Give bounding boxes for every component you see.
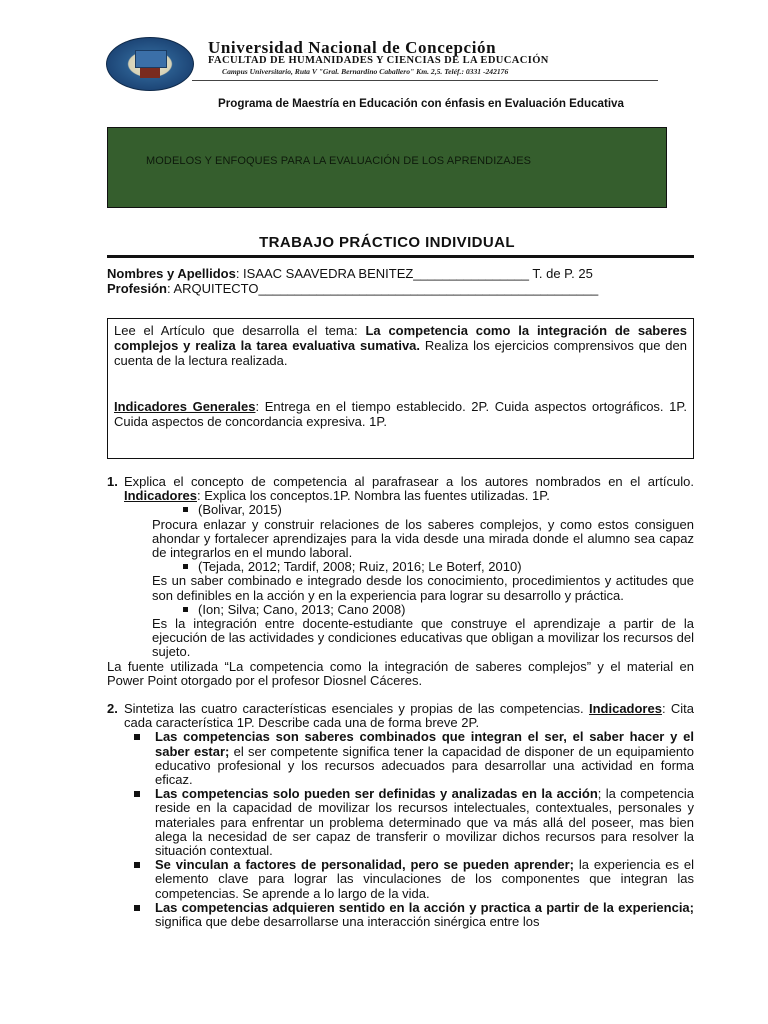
list-item [107,730,694,787]
bullet-square-icon [134,791,140,797]
characteristic-text: significa que debe desarrollarse una interacción sinérgica entre los [155,914,540,930]
question-1-number: 1. [107,474,118,489]
general-indicators-label: Indicadores Generales [114,399,256,414]
citation-3-text: (Ion; Silva; Cano, 2013; Cano 2008) [198,601,406,617]
article-topic: La competencia como la integración de saberes complejos y realiza la tarea evaluativa sumativa. [114,323,687,353]
questions-body [107,475,694,929]
question-2-text: Sintetiza las cuatro características esenciales y propias de las competencias. [124,701,589,717]
answer-paragraph-2: Es un saber combinado e integrado desde los conocimiento, procedimientos y actitudes que son definibles en la acción y en la experiencia para lograr su desarrollo y práctica. [152,573,694,603]
module-title: MODELOS Y ENFOQUES PARA LA EVALUACIÓN DE LOS APRENDIZAJES [146,155,532,167]
question-1-text: Explica el concepto de competencia al parafrasear a los autores nombrados en el artículo. [124,474,694,489]
citation-1 [107,503,694,517]
question-2-number: 2. [107,701,118,717]
university-name: Universidad Nacional de Concepción [208,38,497,57]
faculty-name: FACULTAD DE HUMANIDADES Y CIENCIAS DE LA EDUCACIÓN [208,55,549,66]
question-2-indicators-label: Indicadores [588,701,662,717]
citation-2-text: (Tejada, 2012; Tardif, 2008; Ruiz, 2016; Le Boterf, 2010) [198,559,522,575]
characteristic-text: ; la competencia reside en la capacidad de movilizar los recursos intelectuales, contextuales, personales y materiales para enfrentar un problema determinado que va más allá del poseer, mas bien alega la necesidad de ser capaz de transferir o movilizar dichos recursos para resolver la situación contextual. [155,786,694,859]
list-item [107,787,694,858]
list-item [107,901,694,929]
house-icon [140,68,160,78]
assignment-title: TRABAJO PRÁCTICO INDIVIDUAL [259,234,515,251]
instructions-intro: Lee el Artículo que desarrolla el tema: [114,323,366,338]
book-icon [135,50,167,68]
bullet-square-icon [183,507,188,512]
bullet-square-icon [134,734,140,740]
source-note: La fuente utilizada “La competencia como la integración de saberes complejos” y el material en Power Point otorgado por el profesor Diosnel Cáceres. [107,658,694,688]
characteristic-text: la experiencia es el elemento clave para lograr las vinculaciones de los componentes que integran las competencias. Se aprende a lo largo de la vida. [155,857,694,901]
header-divider [192,80,658,81]
name-value: : ISAAC SAAVEDRA BENITEZ________________ T. de P. 25 [235,266,593,281]
profession-label: Profesión [107,281,167,296]
bullet-square-icon [183,564,188,569]
bullet-square-icon [134,862,140,868]
title-divider [107,255,694,258]
characteristic-title: Las competencias solo pueden ser definidas y analizadas en la acción [155,786,598,802]
characteristic-title: Las competencias son saberes combinados que integran el ser, el saber hacer y el saber estar; [155,729,694,759]
characteristics-list [107,730,694,929]
characteristic-title: Se vinculan a factores de personalidad, pero se pueden aprender; [155,857,574,873]
list-item [107,858,694,901]
bullet-square-icon [134,905,140,911]
name-label: Nombres y Apellidos [107,266,236,281]
campus-address: Campus Universitario, Ruta V "Gral. Bernardino Caballero" Km. 2,5. Teléf.: 0331 -242176 [222,67,509,76]
characteristic-title: Las competencias adquieren sentido en la acción y practica a partir de la experiencia; [155,899,694,915]
question-2 [107,702,694,730]
program-title: Programa de Maestría en Educación con énfasis en Evaluación Educativa [218,97,624,110]
name-line [107,266,593,281]
instructions-box [107,318,694,459]
citation-3 [107,603,694,617]
question-1 [107,475,694,503]
characteristic-text: el ser competente significa tener la capacidad de disponer de un equipamiento educativo profesional y los recursos adecuados para desarrollar una actividad en forma eficaz. [155,743,694,788]
answer-paragraph-3: Es la integración entre docente-estudiante que construye el aprendizaje a partir de la ejecución de las actividades y condiciones educativas que obligan a movilizar los recursos del sujeto. [152,616,694,660]
citation-2 [107,560,694,574]
citation-1-text: (Bolivar, 2015) [198,502,282,518]
question-1-indicators-label: Indicadores [124,488,197,504]
instructions-end: Realiza los ejercicios comprensivos que den cuenta de la lectura realizada. [114,338,687,368]
bullet-square-icon [183,607,188,612]
general-indicators [114,399,687,429]
module-banner [107,127,667,208]
question-1-indicators-text: : Explica los conceptos.1P. Nombra las fuentes utilizadas. 1P. [196,488,550,504]
answer-paragraph-1: Procura enlazar y construir relaciones de los saberes complejos, y como estos consiguen ahondar y fortalecer aprendizajes para la vida desde una mirada donde el alumno sea capaz de integrarlos en el mundo laboral. [152,516,694,561]
profession-value: : ARQUITECTO_______________________________________________ [166,281,599,296]
question-2-indicators-text: : Cita cada característica 1P. Describe cada una de forma breve 2P. [124,701,694,731]
general-indicators-text: : Entrega en el tiempo establecido. 2P. Cuida aspectos ortográficos. 1P. Cuida aspectos de concordancia expresiva. 1P. [114,399,687,429]
university-seal-icon [106,37,194,91]
profession-line [107,281,598,296]
instructions-paragraph [114,323,687,368]
